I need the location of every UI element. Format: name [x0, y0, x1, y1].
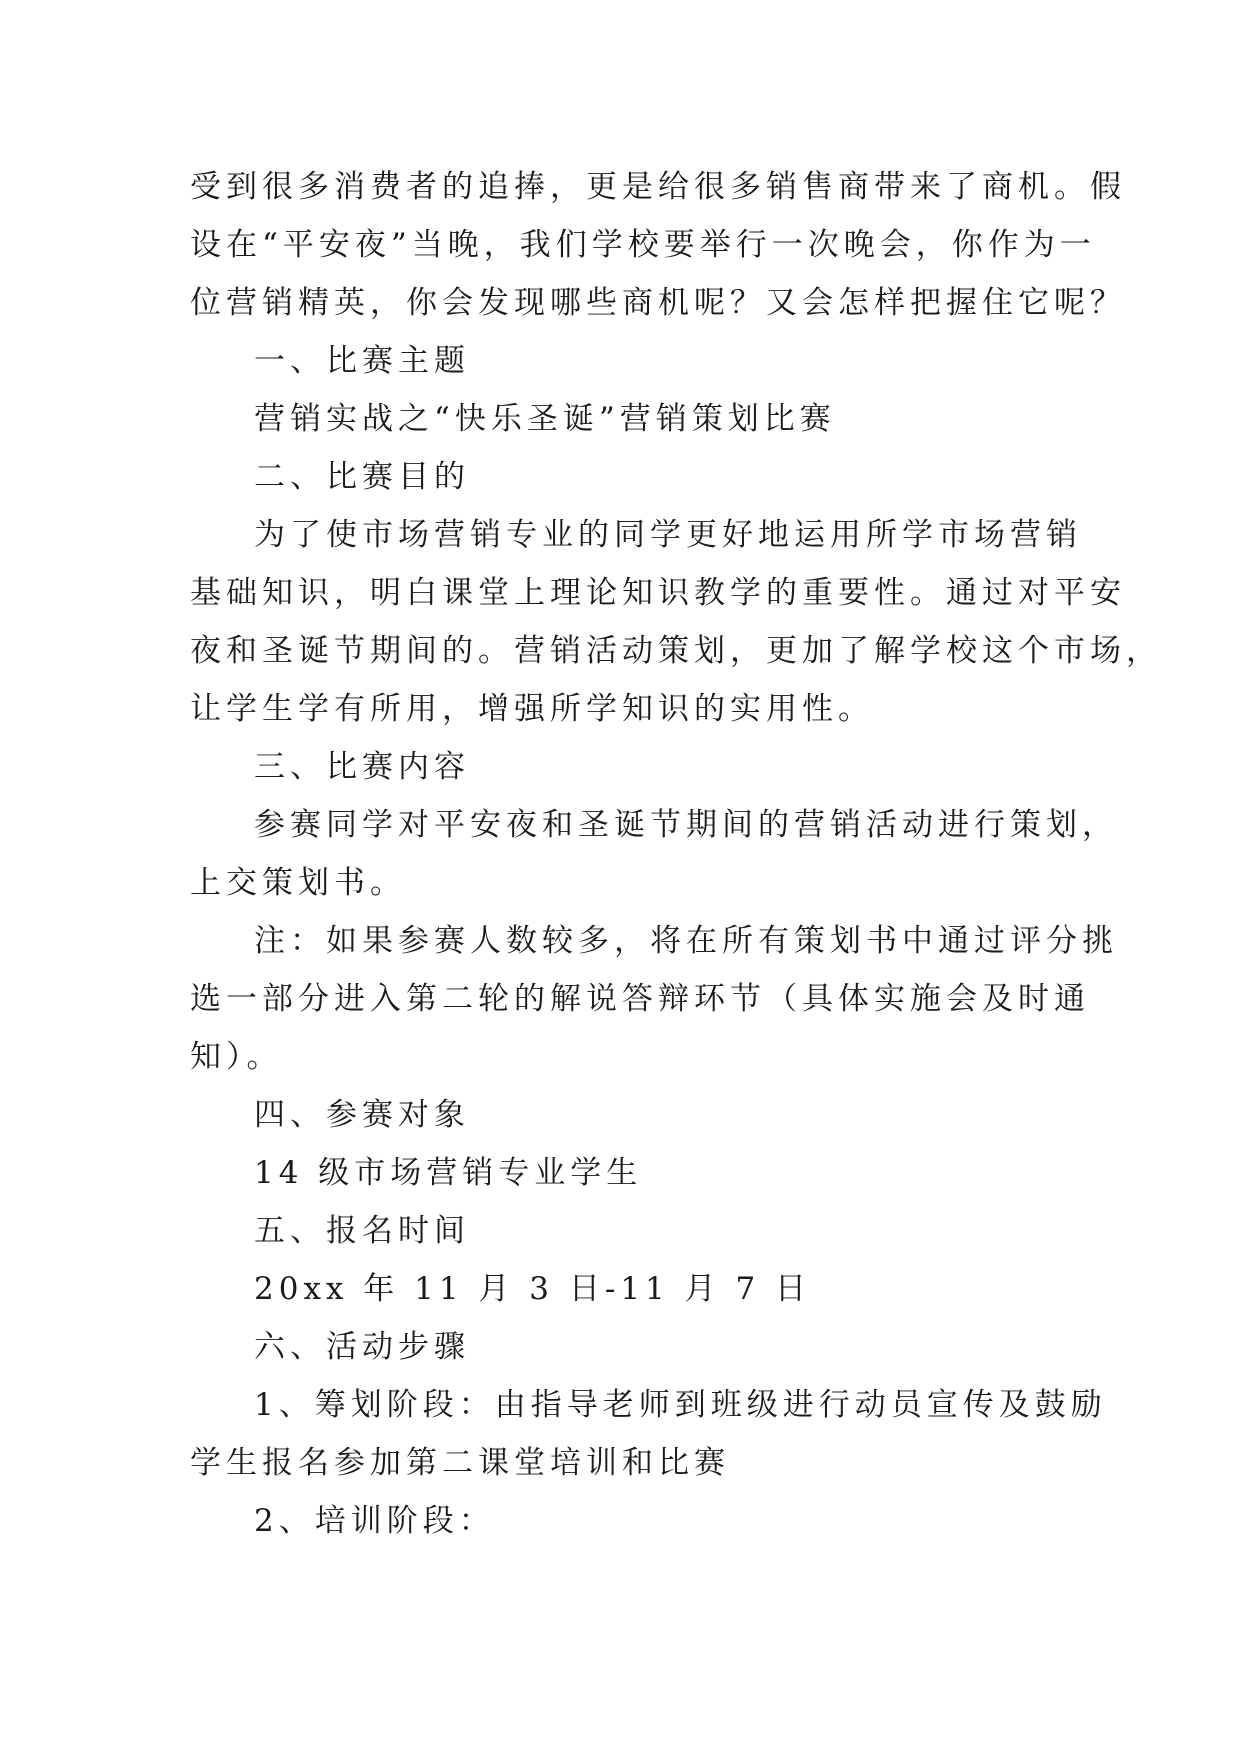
body-text-line: 受到很多消费者的追捧，更是给很多销售商带来了商机。假: [190, 169, 1126, 205]
body-text-line: 基础知识，明白课堂上理论知识教学的重要性。通过对平安: [190, 575, 1126, 611]
section-heading-participants: 四、参赛对象: [254, 1097, 470, 1133]
note-text-line: 知）。: [190, 1039, 283, 1075]
body-text-line: 14 级市场营销专业学生: [254, 1155, 643, 1191]
body-text-line: 夜和圣诞节期间的。营销活动策划，更加了解学校这个市场，: [190, 633, 1162, 669]
note-text-line: 选一部分进入第二轮的解说答辩环节（具体实施会及时通: [190, 981, 1090, 1017]
body-text-line: 位营销精英，你会发现哪些商机呢？又会怎样把握住它呢？: [190, 285, 1126, 321]
body-text-line: 为了使市场营销专业的同学更好地运用所学市场营销: [254, 517, 1082, 553]
body-text-line: 让学生学有所用，增强所学知识的实用性。: [190, 691, 874, 727]
list-item: 2、培训阶段：: [254, 1503, 495, 1539]
section-heading-registration: 五、报名时间: [254, 1213, 470, 1249]
section-heading-purpose: 二、比赛目的: [254, 459, 470, 495]
section-heading-steps: 六、活动步骤: [254, 1329, 470, 1365]
body-text-line: 上交策划书。: [190, 865, 406, 901]
document-page: [190, 158, 1162, 1550]
body-text-line: 营销实战之“快乐圣诞”营销策划比赛: [254, 401, 836, 437]
body-text-line: 参赛同学对平安夜和圣诞节期间的营销活动进行策划，: [254, 807, 1118, 843]
list-item: 1、筹划阶段：由指导老师到班级进行动员宣传及鼓励: [254, 1387, 1107, 1423]
list-item-continuation: 学生报名参加第二课堂培训和比赛: [190, 1445, 730, 1481]
body-text-line: 20xx 年 11 月 3 日-11 月 7 日: [254, 1271, 812, 1307]
body-text-line: 设在“平安夜”当晚，我们学校要举行一次晚会，你作为一: [190, 227, 1096, 263]
section-heading-content: 三、比赛内容: [254, 749, 470, 785]
section-heading-theme: 一、比赛主题: [254, 343, 470, 379]
note-text-line: 注：如果参赛人数较多，将在所有策划书中通过评分挑: [254, 923, 1118, 959]
